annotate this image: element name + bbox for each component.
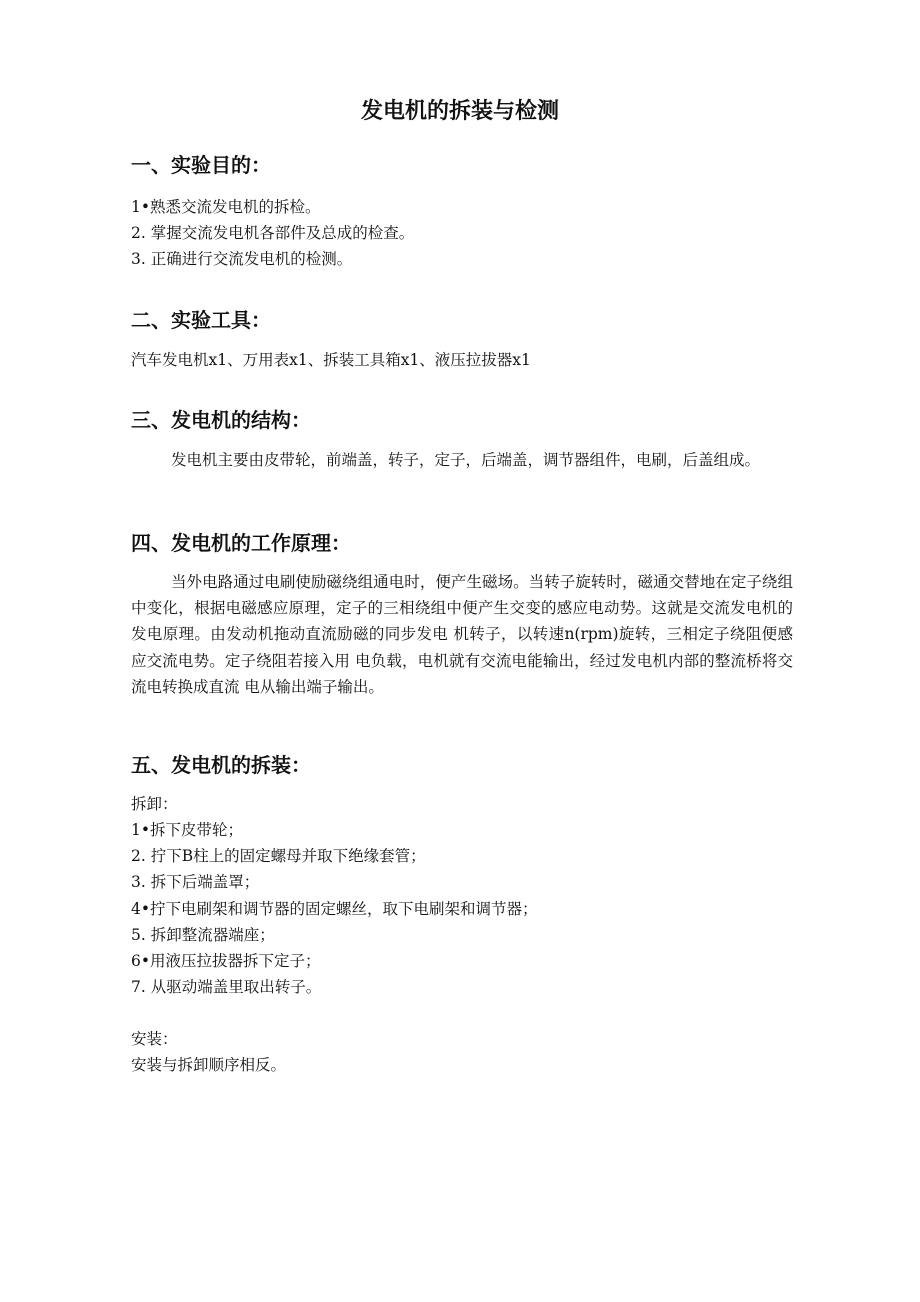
- disassembly-step: 7. 从驱动端盖里取出转子。: [131, 978, 322, 996]
- objective-item: 2. 掌握交流发电机各部件及总成的检查。: [131, 224, 415, 242]
- disassembly-step: 6•用液压拉拔器拆下定子；: [131, 952, 321, 970]
- section-heading-objectives: 一、实验目的：: [131, 153, 271, 177]
- section-heading-structure: 三、发电机的结构：: [131, 408, 311, 432]
- assembly-text: 安装与拆卸顺序相反。: [131, 1056, 287, 1074]
- section-heading-principle: 四、发电机的工作原理：: [131, 531, 351, 555]
- disassembly-label: 拆卸：: [131, 795, 178, 813]
- disassembly-step: 5. 拆卸整流器端座；: [131, 926, 275, 944]
- section-heading-tools: 二、实验工具：: [131, 308, 271, 332]
- section-heading-disassembly: 五、发电机的拆装：: [131, 753, 311, 777]
- structure-paragraph: 发电机主要由皮带轮，前端盖，转子，定子，后端盖，调节器组件，电刷，后盖组成。: [171, 451, 761, 469]
- principle-paragraph: 当外电路通过电刷使励磁绕组通电时，便产生磁场。当转子旋转时，磁通交替地在定子绕组中变化，根据电磁感应原理，定子的三相绕组中便产生交变的感应电动势。这就是交流发电机的发电原理。由发动机拖动直流励磁的同步发电 机转子，以转速n(rpm)旋转，三相定子绕阻便感应交流电势。定子绕阻若接入用 电负载，电机就有交流电能输出，经过发电机内部的整流桥将交流电转换成直流 电从输出端子输出。: [131, 573, 793, 696]
- objective-item: 1•熟悉交流发电机的拆检。: [131, 198, 321, 216]
- objective-item: 3. 正确进行交流发电机的检测。: [131, 250, 353, 268]
- disassembly-step: 1•拆下皮带轮；: [131, 821, 244, 839]
- disassembly-step: 2. 拧下B柱上的固定螺母并取下绝缘套管；: [131, 847, 426, 865]
- document-title: 发电机的拆装与检测: [360, 99, 559, 124]
- disassembly-step: 3. 拆下后端盖罩；: [131, 873, 260, 891]
- tools-list: 汽车发电机x1、万用表x1、拆装工具箱x1、液压拉拔器x1: [131, 351, 531, 369]
- disassembly-step: 4•拧下电刷架和调节器的固定螺丝，取下电刷架和调节器；: [131, 900, 538, 918]
- assembly-label: 安装：: [131, 1030, 178, 1048]
